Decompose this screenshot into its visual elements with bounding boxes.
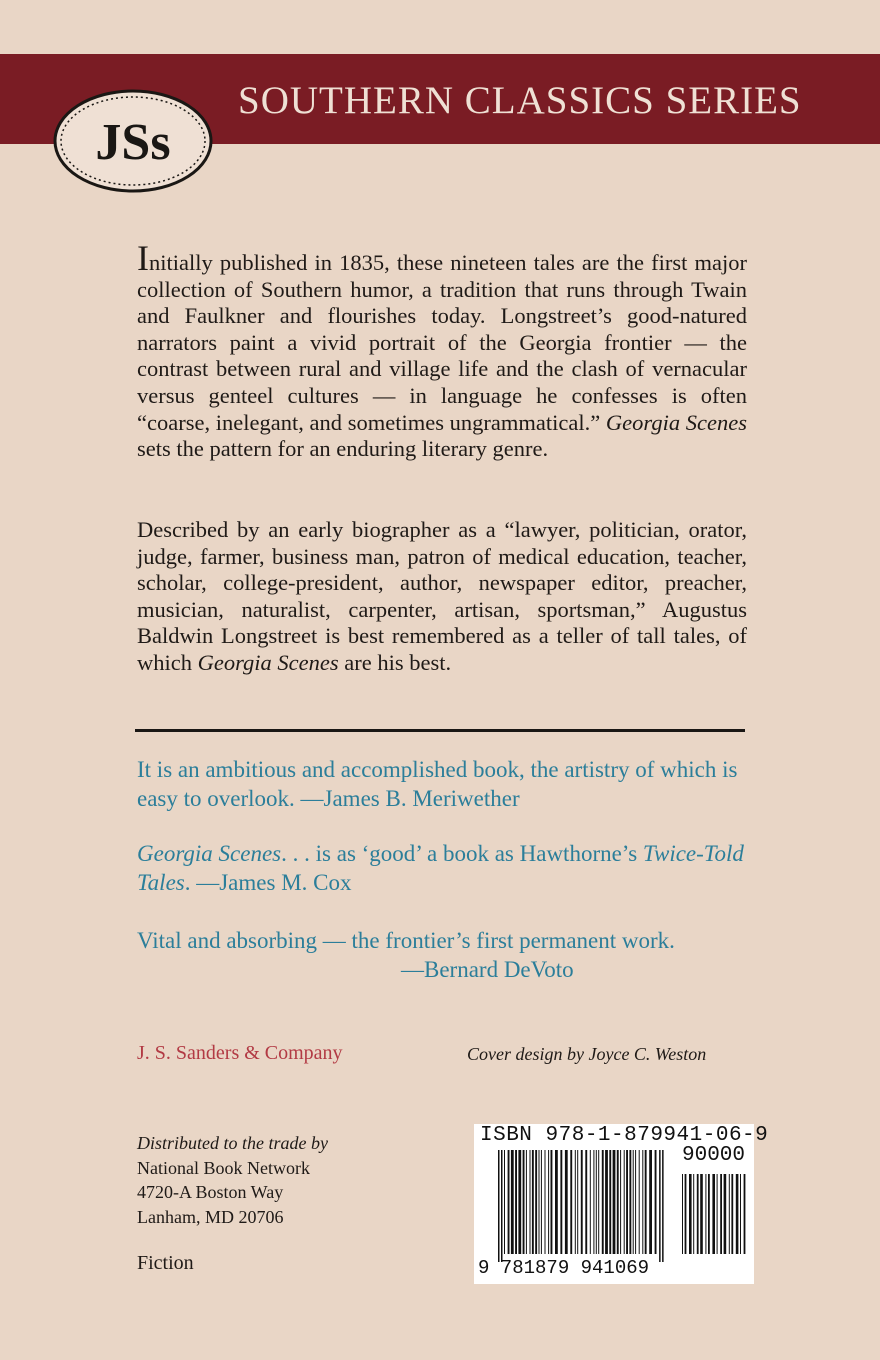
barcode-bar — [541, 1150, 542, 1254]
cover-design-credit: Cover design by Joyce C. Weston — [467, 1044, 707, 1064]
barcode-bar — [620, 1150, 621, 1254]
distributor-label: Distributed to the trade by — [137, 1133, 328, 1153]
barcode-addon-bar — [697, 1174, 699, 1254]
publisher-name: J. S. Sanders & Company — [137, 1042, 343, 1064]
distributor-city: Lanham, MD 20706 — [137, 1206, 284, 1227]
isbn-number: ISBN 978-1-879941-06-9 — [480, 1124, 769, 1147]
barcode-bar — [617, 1150, 619, 1254]
barcode-guard — [659, 1150, 661, 1262]
barcode-addon-bar — [720, 1174, 722, 1254]
barcode-addon-bar — [682, 1174, 683, 1254]
barcode-addon-bar — [729, 1174, 730, 1254]
barcode-bar — [504, 1150, 505, 1254]
barcode-bar — [649, 1150, 652, 1254]
divider-rule — [135, 729, 745, 732]
barcode-bar — [545, 1150, 546, 1254]
barcode-bar — [609, 1150, 611, 1254]
barcode-guard — [498, 1150, 500, 1262]
blurb-quote-3: Vital and absorbing — the frontier’s first permanent work. —Bernard DeVoto — [137, 926, 747, 984]
barcode-bar — [555, 1150, 558, 1254]
barcode-addon-bar — [717, 1174, 718, 1254]
barcode-bar — [585, 1150, 587, 1254]
barcode-addon-bar — [712, 1174, 715, 1254]
barcode-addon-bar — [736, 1174, 739, 1254]
barcode-bar — [548, 1150, 549, 1254]
barcode-addon-bar — [689, 1174, 692, 1254]
barcode-bar — [598, 1150, 599, 1254]
barcode-bar — [526, 1150, 527, 1254]
barcode-bar — [523, 1150, 525, 1254]
logo-monogram: JSs — [95, 114, 171, 171]
barcode-bar — [581, 1150, 583, 1254]
barcode-bar — [613, 1150, 616, 1254]
blurb-attribution: —James M. Cox — [196, 870, 352, 895]
distributor-block — [137, 1131, 328, 1229]
barcode-bar — [626, 1150, 628, 1254]
series-title: SOUTHERN CLASSICS SERIES — [238, 79, 802, 122]
blurb-attribution: —Bernard DeVoto — [401, 957, 574, 982]
barcode-bar — [532, 1150, 534, 1254]
barcode-bar — [551, 1150, 553, 1254]
barcode-bar — [575, 1150, 576, 1254]
barcode-addon-bar — [744, 1174, 746, 1254]
description-paragraph-1: Initially published in 1835, these nineteen tales are the first major collection of Southern humor, a tradition that runs through Twain and Faulkner and flourishes today. Longstreet’s good-natured narrators paint a vivid portrait of the Georgia frontier — the contrast between rural and village life and the clash of vernacular versus genteel cultures — in language he confesses is often “coarse, inelegant, and sometimes ungrammatical.” Georgia Scenes sets the pattern for an enduring literary genre. — [137, 238, 747, 462]
barcode-addon-bar — [740, 1174, 741, 1254]
barcode-bar — [535, 1150, 537, 1254]
barcode-bar — [624, 1150, 625, 1254]
barcode-addon-bar — [705, 1174, 706, 1254]
barcode-addon-bar — [685, 1174, 687, 1254]
barcode-bar — [539, 1150, 540, 1254]
barcode-bar — [518, 1150, 521, 1254]
distributor-name: National Book Network — [137, 1157, 310, 1178]
barcode-addon-bar — [708, 1174, 710, 1254]
barcode-addon-bar — [724, 1174, 727, 1254]
barcode-bar — [602, 1150, 604, 1254]
blurb-quote-2: Georgia Scenes. . . is as ‘good’ a book as Hawthorne’s Twice-Told Tales. —James M. Cox — [137, 841, 744, 895]
barcode-bar — [655, 1150, 657, 1254]
barcode-bar — [577, 1150, 578, 1254]
blurb-quote-1: It is an ambitious and accomplished book, the artistry of which is easy to overlook. —James B. Meriwether — [137, 757, 738, 811]
barcode-bar — [511, 1150, 514, 1254]
barcode-addon-bar — [693, 1174, 694, 1254]
price-code: 90000 — [682, 1144, 746, 1167]
genre-label: Fiction — [137, 1252, 194, 1274]
barcode-bar — [635, 1150, 636, 1254]
ean-digits: 9 781879 941069 — [478, 1257, 650, 1279]
barcode-bar — [642, 1150, 643, 1254]
barcode-bar — [639, 1150, 640, 1254]
barcode-bar — [633, 1150, 634, 1254]
barcode-bar — [508, 1150, 510, 1254]
barcode-bar — [629, 1150, 631, 1254]
barcode-addon-bar — [731, 1174, 733, 1254]
barcode-bar — [565, 1150, 568, 1254]
barcode-guard — [501, 1150, 503, 1262]
barcode-bar — [530, 1150, 531, 1254]
barcode-bar — [605, 1150, 608, 1254]
barcode-bar — [560, 1150, 562, 1254]
distributor-street: 4720-A Boston Way — [137, 1182, 284, 1202]
barcode-bar — [570, 1150, 572, 1254]
isbn-barcode — [474, 1124, 769, 1284]
barcode-bar — [593, 1150, 594, 1254]
barcode-addon-bar — [700, 1174, 703, 1254]
barcode-bar — [590, 1150, 591, 1254]
barcode-bar — [515, 1150, 517, 1254]
blurb-attribution: —James B. Meriwether — [300, 786, 520, 811]
barcode-guard — [662, 1150, 664, 1262]
description-paragraph-2: Described by an early biographer as a “lawyer, politician, orator, judge, farmer, business man, patron of medical education, teacher, scholar, college-president, author, newspaper editor, preacher, musician, naturalist, carpenter, artisan, sportsman,” Augustus Baldwin Longstreet is best remembered as a teller of tall tales, of which Georgia Scenes are his best. — [137, 517, 747, 675]
barcode-bar — [596, 1150, 597, 1254]
barcode-bar — [645, 1150, 647, 1254]
drop-cap: I — [137, 238, 149, 278]
publisher-logo — [53, 89, 213, 193]
